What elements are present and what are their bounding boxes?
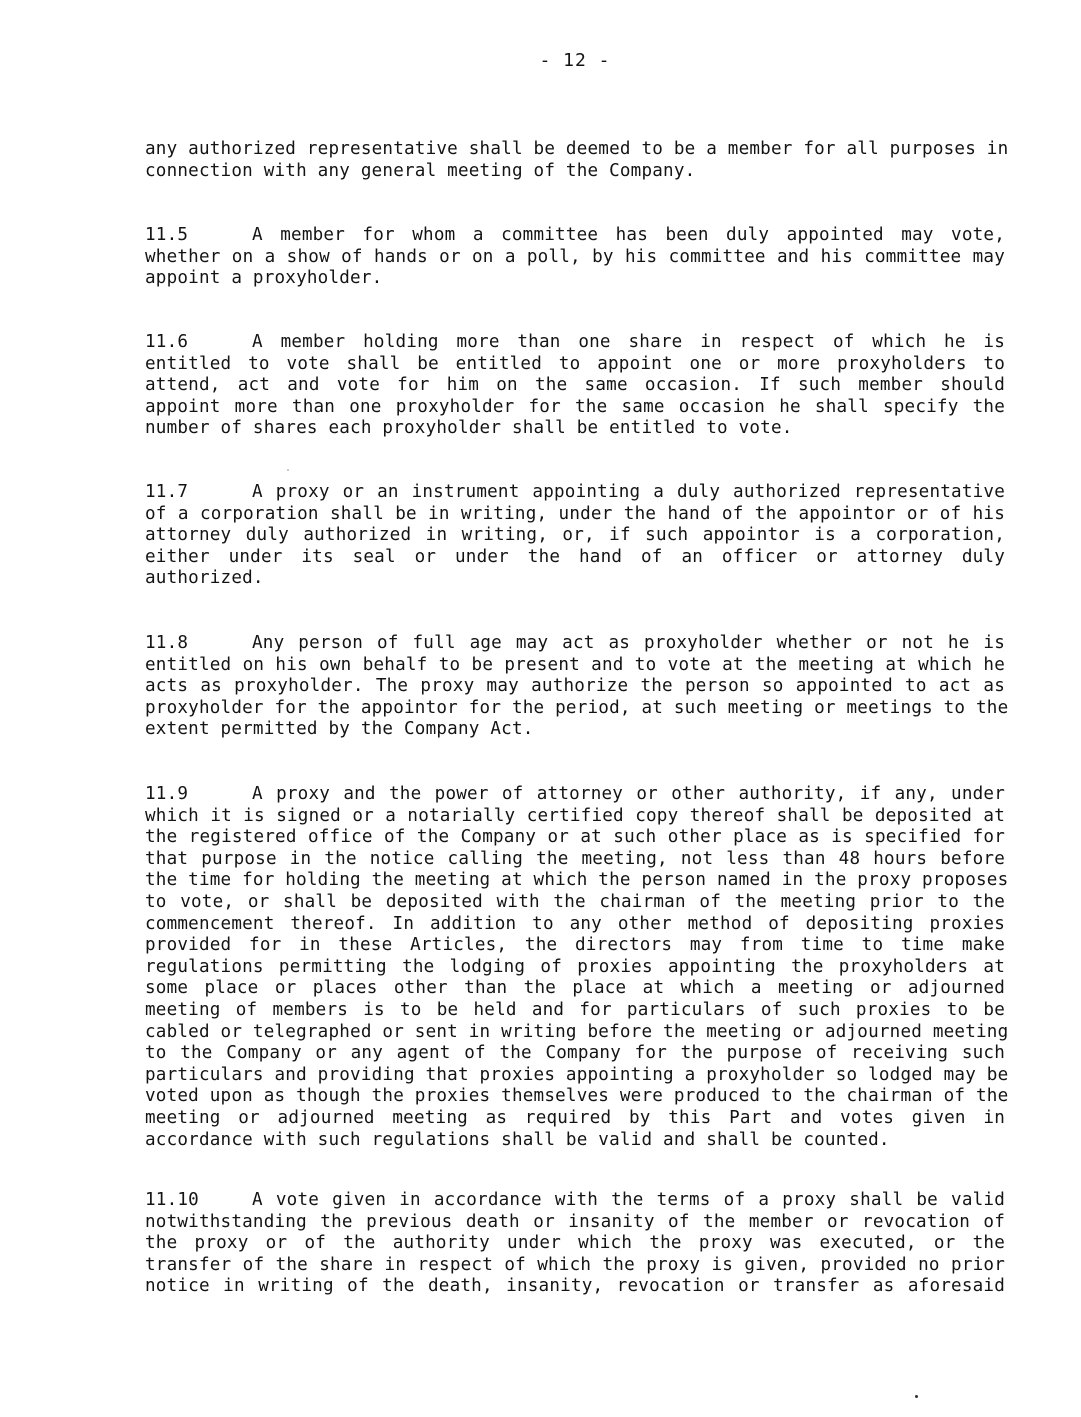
section-number: 11.7	[145, 482, 189, 502]
scan-speck	[915, 1395, 918, 1398]
text-line: any authorized representative shall be deemed to be a member for all purposes in	[145, 139, 1009, 159]
text-line: meeting or adjourned meeting as required by this Part and votes given in	[145, 1107, 1005, 1128]
text-line	[145, 332, 1005, 354]
text-line: appoint more than one proxyholder for the same occasion he shall specify the	[145, 396, 1005, 417]
line-text: A proxy and the power of attorney or other authority, if any, under	[252, 784, 1005, 804]
text-line: entitled on his own behalf to be present and to vote at the meeting at which he	[145, 654, 1005, 675]
text-line	[145, 1190, 1005, 1212]
line-text: A vote given in accordance with the terms of a proxy shall be valid	[252, 1190, 1005, 1210]
paragraph-continuation	[145, 139, 1009, 182]
line-text: A member holding more than one share in respect of which he is	[252, 332, 1005, 352]
paragraph-11-6	[145, 332, 1005, 440]
text-line: the time for holding the meeting at which the person named in the proxy proposes	[145, 870, 1009, 891]
text-line: whether on a show of hands or on a poll, by his committee and his committee may	[145, 246, 1005, 267]
text-line: to vote, or shall be deposited with the chairman of the meeting prior to the	[145, 891, 1005, 912]
text-line	[145, 633, 1005, 655]
text-line: that purpose in the notice calling the meeting, not less than 48 hours before	[145, 848, 1005, 869]
paragraph-11-9	[145, 784, 1009, 1151]
text-line: transfer of the share in respect of which the proxy is given, provided no prior	[145, 1254, 1005, 1275]
paragraph-11-5	[145, 225, 1005, 290]
text-line: the registered office of the Company or at such other place as is specified for	[145, 827, 1005, 848]
line-text: Any person of full age may act as proxyholder whether or not he is	[252, 633, 1005, 653]
text-line: commencement thereof. In addition to any other method of depositing proxies	[145, 913, 1005, 934]
section-number: 11.9	[145, 784, 189, 804]
text-line: entitled to vote shall be entitled to appoint one or more proxyholders to	[145, 353, 1005, 374]
paragraph-11-8	[145, 633, 1009, 741]
section-number: 11.8	[145, 633, 189, 653]
text-line: voted upon as though the proxies themselves were produced to the chairman of the	[145, 1086, 1009, 1107]
paragraph-11-10	[145, 1190, 1005, 1298]
page-number: - 12 -	[539, 50, 611, 71]
text-line: authorized.	[145, 568, 264, 589]
text-line: regulations permitting the lodging of proxies appointing the proxyholders at	[145, 956, 1005, 977]
text-line: provided for in these Articles, the directors may from time to time make	[145, 935, 1005, 956]
text-line: either under its seal or under the hand of an officer or attorney duly	[145, 546, 1005, 567]
text-line: cabled or telegraphed or sent in writing before the meeting or adjourned meeting	[145, 1021, 1009, 1042]
section-number: 11.6	[145, 332, 189, 352]
text-line	[145, 482, 1005, 504]
text-line: of a corporation shall be in writing, under the hand of the appointor or of his	[145, 503, 1005, 524]
text-line: proxyholder for the appointor for the period, at such meeting or meetings to the	[145, 697, 1009, 718]
text-line: attorney duly authorized in writing, or, if such appointor is a corporation,	[145, 525, 1005, 546]
text-line: connection with any general meeting of the Company.	[145, 160, 696, 181]
text-line: attend, act and vote for him on the same occasion. If such member should	[145, 375, 1005, 396]
text-line: some place or places other than the place at which a meeting or adjourned	[145, 978, 1005, 999]
text-line	[145, 225, 1005, 247]
text-line: appoint a proxyholder.	[145, 268, 383, 289]
text-line: accordance with such regulations shall be valid and shall be counted.	[145, 1129, 890, 1150]
line-text: A member for whom a committee has been duly appointed may vote,	[252, 225, 1005, 245]
text-line: number of shares each proxyholder shall be entitled to vote.	[145, 418, 793, 439]
text-line: meeting of members is to be held and for particulars of such proxies to be	[145, 999, 1005, 1020]
line-text: A proxy or an instrument appointing a duly authorized representative	[252, 482, 1005, 502]
scan-speck	[287, 469, 289, 471]
section-number: 11.10	[145, 1190, 199, 1210]
text-line: which it is signed or a notarially certified copy thereof shall be deposited at	[145, 805, 1005, 826]
text-line	[145, 784, 1005, 806]
text-line: notwithstanding the previous death or insanity of the member or revocation of	[145, 1211, 1005, 1232]
text-line: acts as proxyholder. The proxy may authorize the person so appointed to act as	[145, 676, 1005, 697]
paragraph-11-7	[145, 482, 1005, 590]
text-line: extent permitted by the Company Act.	[145, 719, 534, 740]
section-number: 11.5	[145, 225, 189, 245]
text-line: the proxy or of the authority under which the proxy was executed, or the	[145, 1233, 1005, 1254]
text-line: to the Company or any agent of the Company for the purpose of receiving such	[145, 1043, 1005, 1064]
text-line: particulars and providing that proxies appointing a proxyholder so lodged may be	[145, 1064, 1009, 1085]
text-line: notice in writing of the death, insanity, revocation or transfer as aforesaid	[145, 1276, 1005, 1297]
